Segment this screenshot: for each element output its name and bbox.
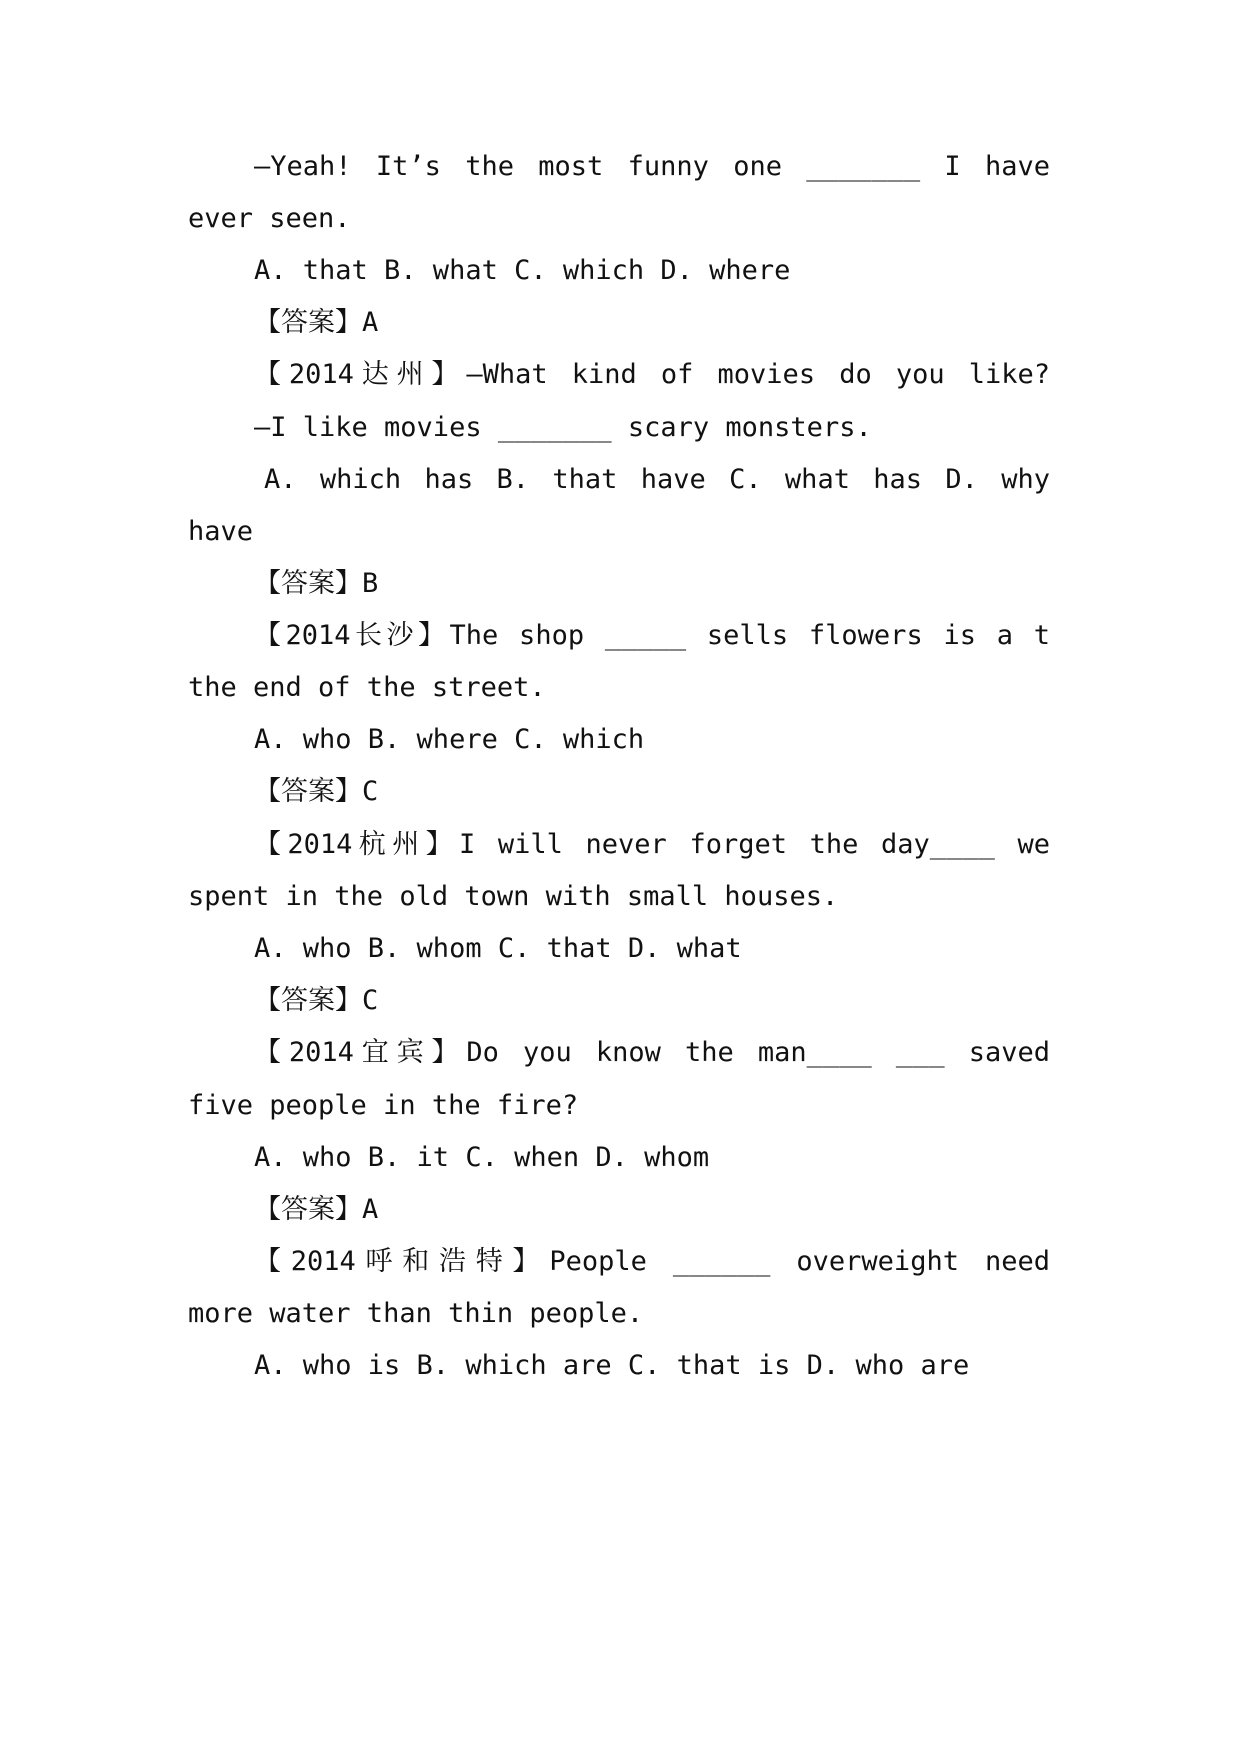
question-1-line-2: ever seen. bbox=[188, 203, 351, 234]
question-2-answer: 【答案】B bbox=[254, 568, 379, 599]
question-5-line-1: 【2014宜宾】Do you know the man____ ___ saved bbox=[254, 1037, 1050, 1068]
question-1-answer: 【答案】A bbox=[254, 307, 379, 338]
question-6-line-2: more water than thin people. bbox=[188, 1298, 644, 1329]
question-2-line-1: 【2014达州】—What kind of movies do you like? bbox=[254, 359, 1050, 390]
question-1-line-1: —Yeah! It’s the most funny one _______ I have bbox=[254, 151, 1050, 182]
question-3-line-2: the end of the street. bbox=[188, 672, 546, 703]
question-4-answer: 【答案】C bbox=[254, 985, 379, 1016]
question-3-answer: 【答案】C bbox=[254, 776, 379, 807]
question-4-line-2: spent in the old town with small houses. bbox=[188, 881, 839, 912]
question-3-options: A. who B. where C. which bbox=[254, 724, 645, 755]
question-2-options-continued: have bbox=[188, 516, 254, 547]
question-4-options: A. who B. whom C. that D. what bbox=[254, 933, 742, 964]
question-5-answer: 【答案】A bbox=[254, 1194, 379, 1225]
question-1-options: A. that B. what C. which D. where bbox=[254, 255, 791, 286]
question-2-options: A. which has B. that have C. what has D. why bbox=[264, 464, 1050, 495]
question-6-line-1: 【2014呼和浩特】People ______ overweight need bbox=[254, 1246, 1050, 1277]
question-5-options: A. who B. it C. when D. whom bbox=[254, 1142, 710, 1173]
question-3-line-1: 【2014长沙】The shop _____ sells flowers is a t bbox=[254, 620, 1050, 651]
question-6-options: A. who is B. which are C. that is D. who are bbox=[254, 1350, 970, 1381]
question-2-line-2: —I like movies _______ scary monsters. bbox=[254, 412, 872, 443]
question-5-line-2: five people in the fire? bbox=[188, 1090, 579, 1121]
question-4-line-1: 【2014杭州】I will never forget the day____ we bbox=[254, 829, 1050, 860]
